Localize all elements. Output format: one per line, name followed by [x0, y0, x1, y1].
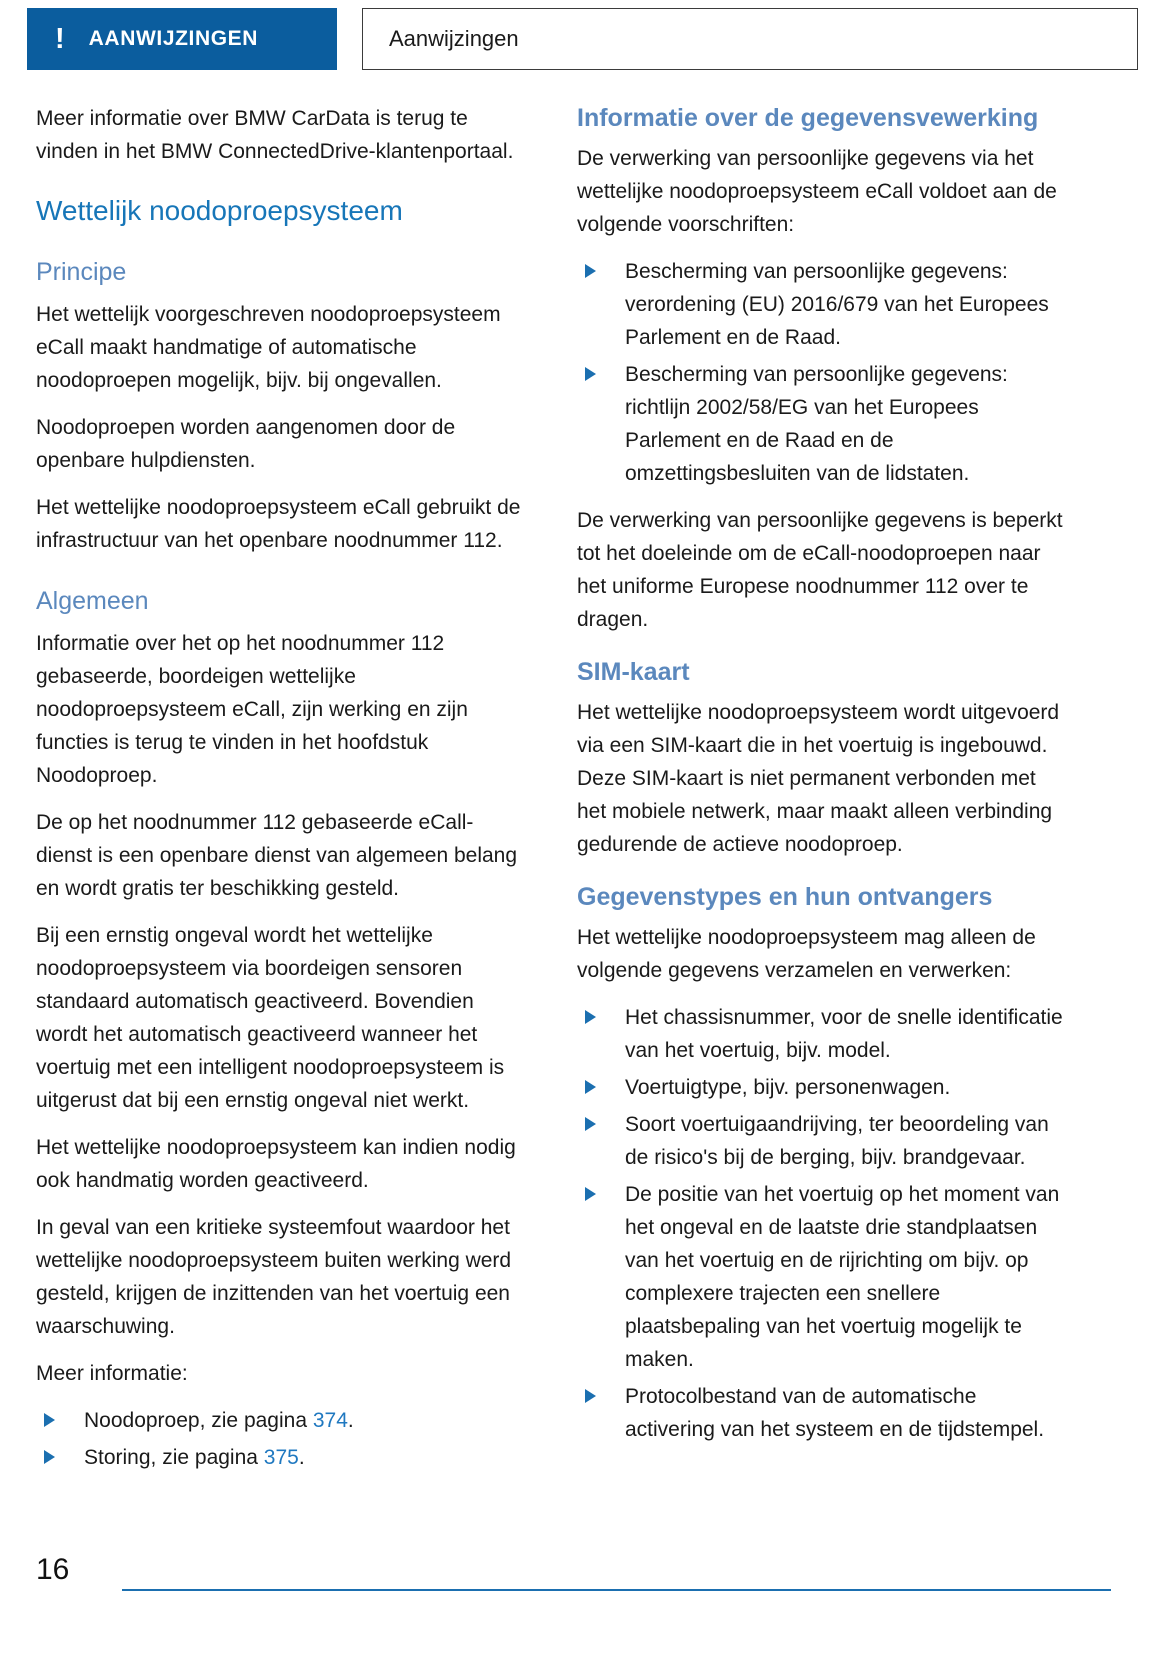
list-item-label: Het chassisnummer, voor de snelle identificatie van het voertuig, bijv. model. — [625, 1006, 1063, 1062]
triangle-bullet-icon — [585, 1187, 596, 1201]
list-item-label: Protocolbestand van de automatische activering van het systeem en de tijdstempel. — [625, 1385, 1045, 1441]
algemeen-paragraph: Het wettelijke noodoproepsysteem kan indien nodig ook handmatig worden geactiveerd. — [36, 1136, 516, 1192]
footer-rule — [122, 1589, 1111, 1591]
algemeen-paragraph: De op het noodnummer 112 gebaseerde eCall-dienst is een openbare dienst van algemeen belang en wordt gratis ter beschikking gesteld. — [36, 811, 518, 900]
triangle-bullet-icon — [585, 367, 596, 381]
right-column — [577, 102, 1066, 1462]
gegevensverwerking-intro: De verwerking van persoonlijke gegevens via het wettelijke noodoproepsysteem eCall voldoet aan de volgende voorschriften: — [577, 147, 1057, 236]
cross-reference-suffix: . — [298, 1446, 305, 1469]
list-item — [577, 1178, 1066, 1376]
exclamation-mark-icon: ! — [55, 22, 65, 55]
cross-reference-text: Storing, zie pagina — [84, 1446, 264, 1469]
algemeen-paragraph: Bij een ernstig ongeval wordt het wettelijke noodoproepsysteem via boordeigen sensoren standaard automatisch geactiveerd. Bovendien wordt het automatisch geactiveerd wanneer het voertuig met een intelligent noodoproepsysteem is uitgerust dat bij een ernstig ongeval niet werkt. — [36, 924, 505, 1112]
page-columns — [36, 102, 1133, 1469]
chapter-tab — [362, 8, 1138, 70]
list-item — [577, 1380, 1066, 1446]
cross-reference-suffix: . — [347, 1409, 354, 1432]
page-reference-link[interactable]: 375 — [263, 1446, 299, 1469]
voorschriften-list — [577, 255, 1066, 490]
notice-banner-label: AANWIJZINGEN — [88, 27, 259, 50]
notice-banner — [27, 8, 337, 70]
algemeen-paragraph: In geval van een kritieke systeemfout waardoor het wettelijke noodoproepsysteem buiten werking werd gesteld, krijgen de inzittenden van het voertuig een waarschuwing. — [36, 1216, 512, 1338]
principe-paragraph: Het wettelijk voorgeschreven noodoproepsysteem eCall maakt handmatige of automatische noodoproepen mogelijk, bijv. bij ongevallen. — [36, 303, 501, 392]
gegevenstypes-intro: Het wettelijke noodoproepsysteem mag alleen de volgende gegevens verzamelen en verwerken: — [577, 926, 1036, 982]
intro-paragraph: Meer informatie over BMW CarData is terug te vinden in het BMW ConnectedDrive-klantenportaal. — [36, 107, 514, 163]
algemeen-paragraph: Informatie over het op het noodnummer 112 gebaseerde, boordeigen wettelijke noodoproepsysteem eCall, zijn werking en zijn functies is terug te vinden in het hoofdstuk Noodoproep. — [36, 632, 468, 787]
list-item-label: Voertuigtype, bijv. personenwagen. — [625, 1076, 951, 1099]
triangle-bullet-icon — [44, 1413, 55, 1427]
page-header — [27, 8, 1138, 70]
page-reference-link[interactable]: 374 — [312, 1409, 348, 1432]
left-column — [36, 102, 525, 1469]
subheading-gegevenstypes: Gegevenstypes en hun ontvangers — [577, 883, 993, 911]
list-item — [577, 255, 1066, 354]
intro-block — [36, 102, 525, 168]
triangle-bullet-icon — [585, 1117, 596, 1131]
subheading-sim-kaart: SIM-kaart — [577, 658, 690, 686]
algemeen-paragraph: Meer informatie: — [36, 1362, 188, 1385]
triangle-bullet-icon — [585, 1080, 596, 1094]
page-footer — [36, 1551, 1133, 1591]
gegevensverwerking-block — [577, 102, 1066, 134]
subheading-principe: Principe — [36, 258, 127, 286]
list-item — [577, 1001, 1066, 1067]
page-number: 16 — [36, 1553, 70, 1586]
list-item-label: Bescherming van persoonlijke gegevens: richtlijn 2002/58/EG van het Europees Parlement en de Raad en de omzettingsbesluiten van de lidstaten. — [625, 363, 1008, 485]
list-item-label: Bescherming van persoonlijke gegevens: verordening (EU) 2016/679 van het Europees Parlement en de Raad. — [625, 260, 1049, 349]
cross-reference-text: Noodoproep, zie pagina — [84, 1409, 313, 1432]
principe-paragraph: Het wettelijke noodoproepsysteem eCall gebruikt de infrastructuur van het openbare noodnummer 112. — [36, 496, 521, 552]
section-heading-wettelijk-noodoproepsysteem: Wettelijk noodoproepsysteem — [36, 195, 403, 226]
sim-kaart-paragraph: Het wettelijke noodoproepsysteem wordt uitgevoerd via een SIM-kaart die in het voertuig is ingebouwd. Deze SIM-kaart is niet permanent verbonden met het mobiele netwerk, maar maakt alleen verbinding gedurende de actieve noodoproep. — [577, 701, 1060, 856]
subheading-algemeen: Algemeen — [36, 587, 149, 615]
list-item-label: Soort voertuigaandrijving, ter beoordeling van de risico's bij de berging, bijv. brandgevaar. — [625, 1113, 1049, 1169]
triangle-bullet-icon — [585, 1010, 596, 1024]
triangle-bullet-icon — [585, 264, 596, 278]
principe-paragraph: Noodoproepen worden aangenomen door de openbare hulpdiensten. — [36, 416, 456, 472]
cross-reference-list — [36, 1404, 525, 1474]
triangle-bullet-icon — [585, 1389, 596, 1403]
gegevenstypes-list — [577, 1001, 1066, 1446]
list-item — [36, 1441, 525, 1474]
triangle-bullet-icon — [44, 1450, 55, 1464]
list-item — [577, 1071, 1066, 1104]
list-item — [36, 1404, 525, 1437]
subheading-gegevensverwerking: Informatie over de gegevensvewerking — [577, 104, 1039, 132]
list-item — [577, 358, 1066, 490]
list-item — [577, 1108, 1066, 1174]
list-item-label: De positie van het voertuig op het moment van het ongeval en de laatste drie standplaatsen van het voertuig en de rijrichting om bijv. op complexere trajecten een snellere plaatsbepaling van het voertuig mogelijk te maken. — [625, 1183, 1060, 1371]
gegevensverwerking-outro: De verwerking van persoonlijke gegevens is beperkt tot het doeleinde om de eCall-noodoproepen naar het uniforme Europese noodnummer 112 over te dragen. — [577, 509, 1063, 631]
chapter-tab-label: Aanwijzingen — [389, 26, 519, 51]
